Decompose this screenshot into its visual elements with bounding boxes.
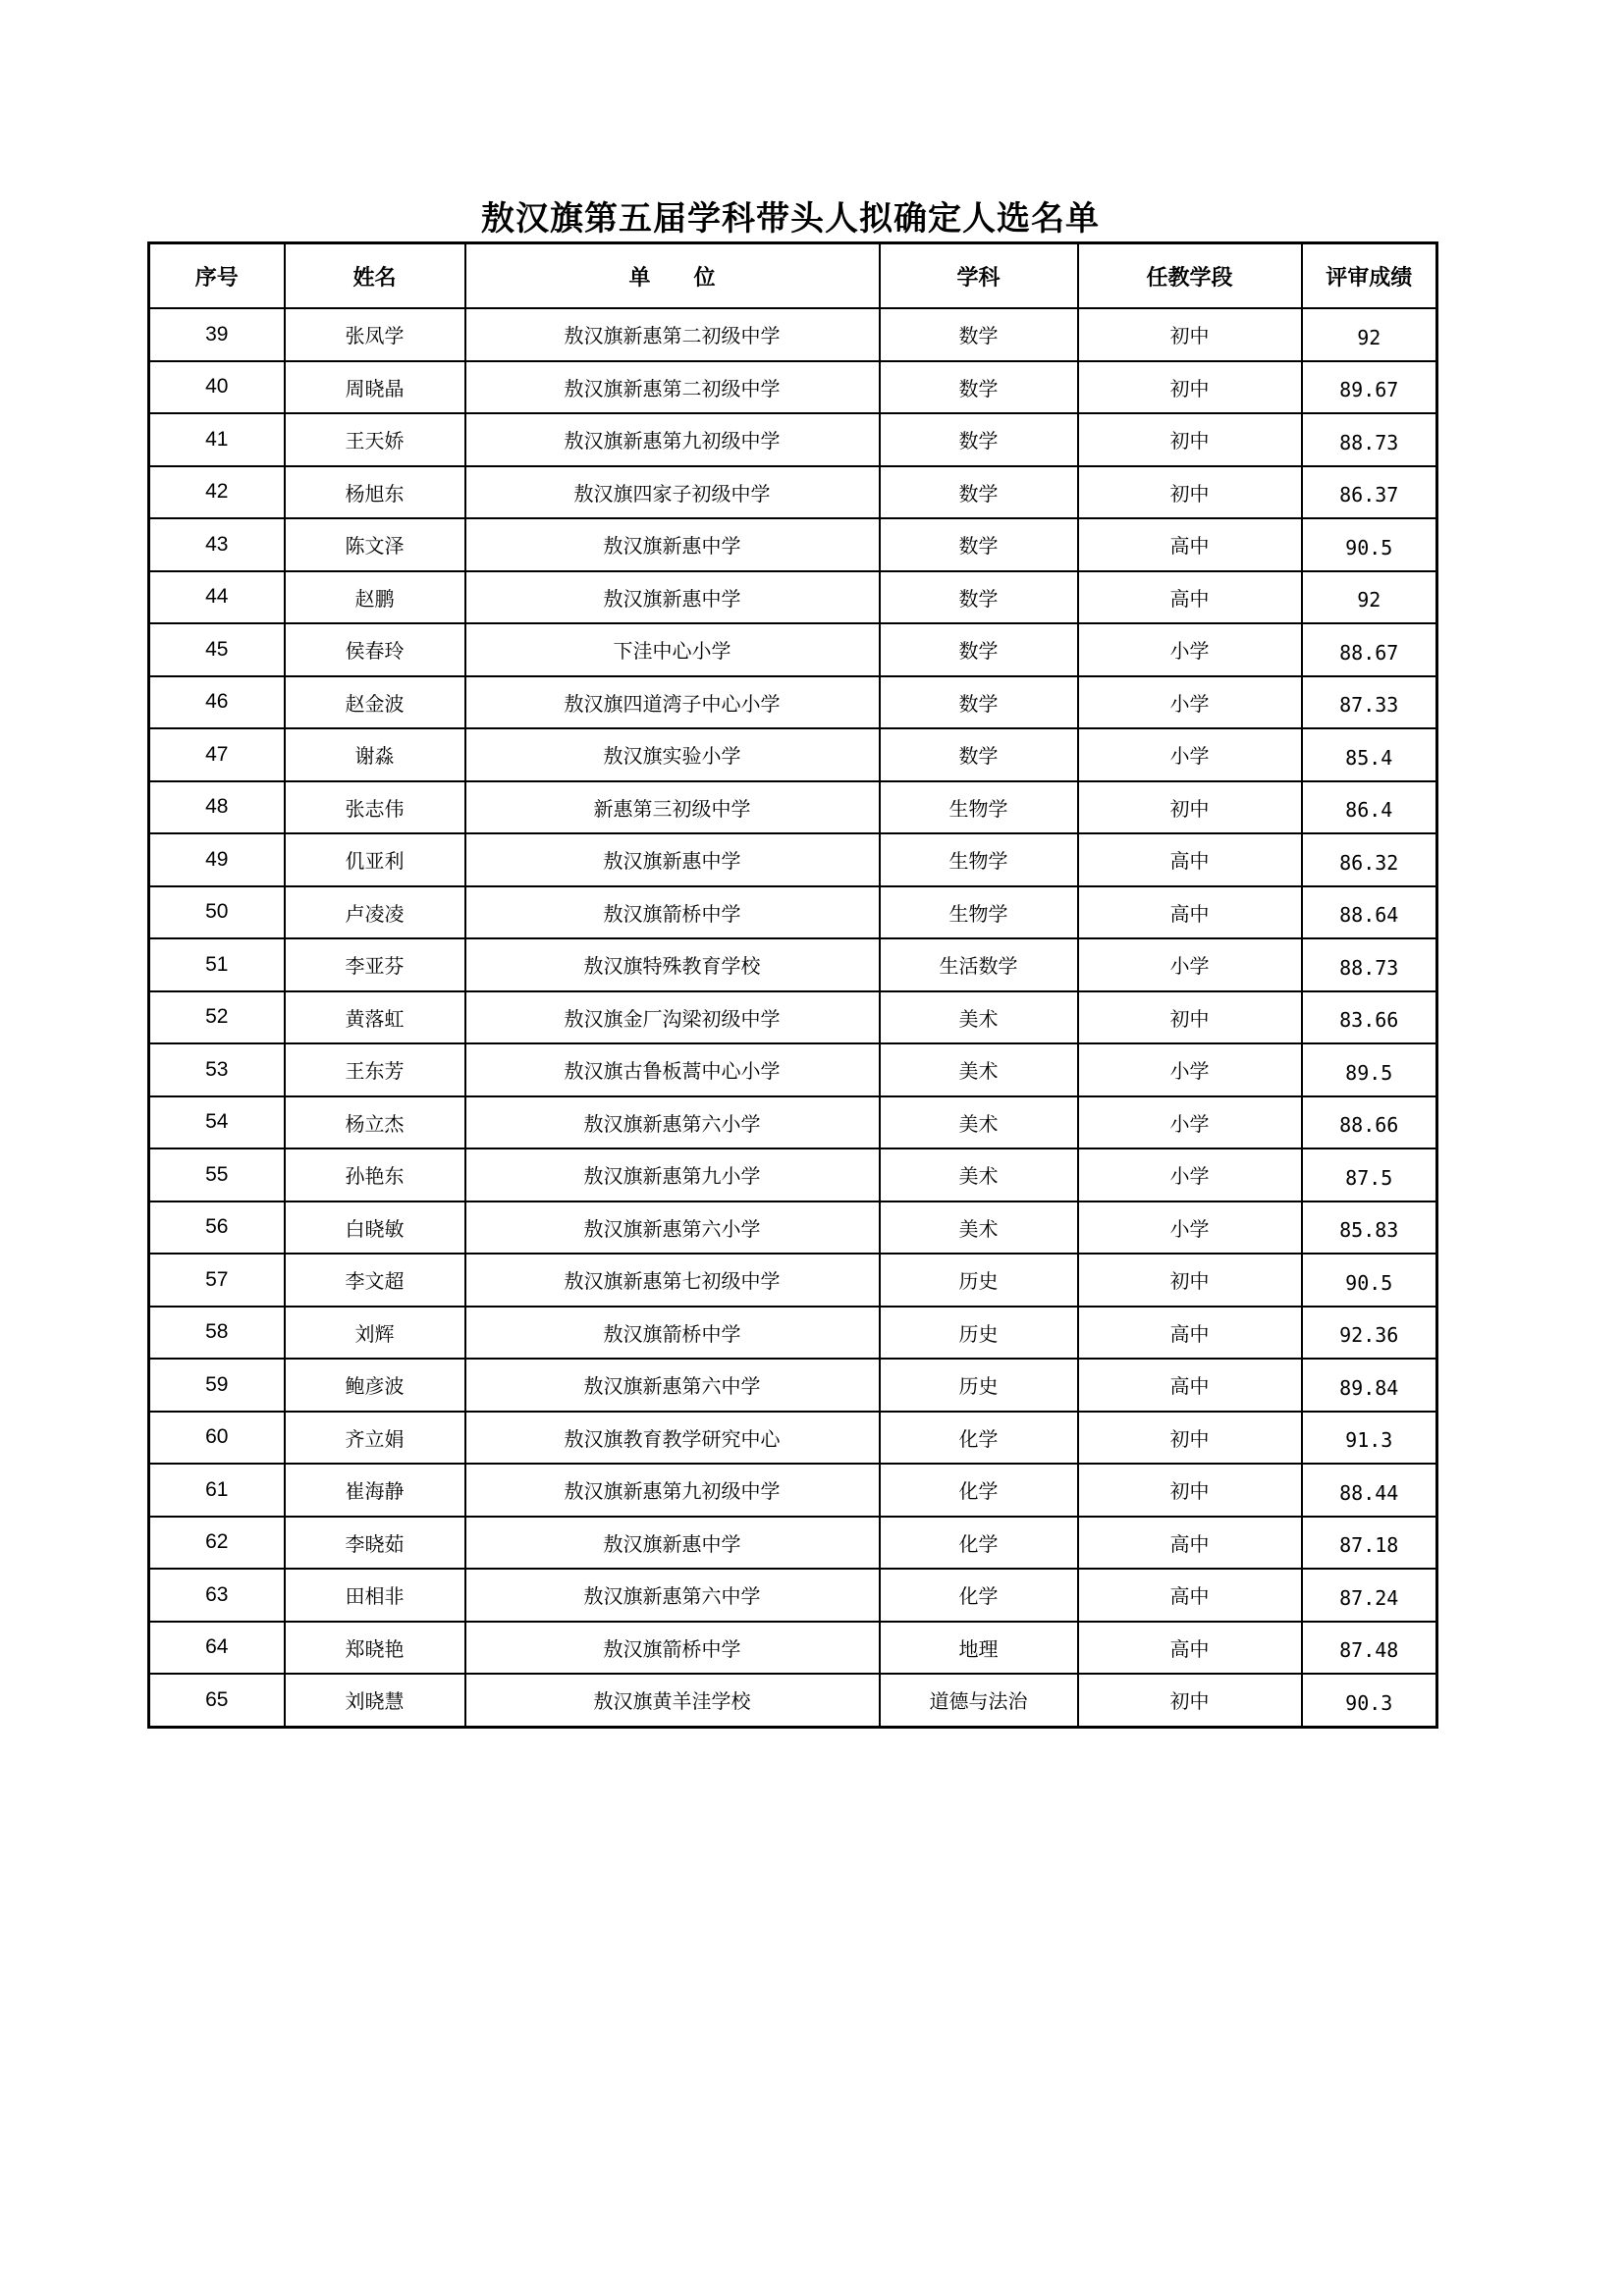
- cell-unit: 敖汉旗新惠第九初级中学: [465, 1464, 880, 1517]
- cell-name: 齐立娟: [285, 1412, 465, 1465]
- cell-subject: 生物学: [880, 781, 1078, 834]
- cell-stage: 初中: [1078, 466, 1302, 519]
- table-row: [149, 623, 1437, 676]
- cell-unit: 敖汉旗四道湾子中心小学: [465, 676, 880, 729]
- cell-index: 43: [149, 518, 285, 571]
- cell-unit: 敖汉旗教育教学研究中心: [465, 1412, 880, 1465]
- col-header-unit: 单 位: [465, 243, 880, 309]
- cell-subject: 美术: [880, 1148, 1078, 1201]
- cell-subject: 数学: [880, 623, 1078, 676]
- cell-unit: 敖汉旗新惠第九初级中学: [465, 413, 880, 466]
- cell-unit: 敖汉旗新惠第二初级中学: [465, 308, 880, 361]
- cell-index: 48: [149, 781, 285, 834]
- cell-index: 58: [149, 1307, 285, 1360]
- cell-name: 李文超: [285, 1254, 465, 1307]
- cell-name: 王天娇: [285, 413, 465, 466]
- cell-unit: 敖汉旗古鲁板蒿中心小学: [465, 1043, 880, 1096]
- cell-subject: 生物学: [880, 886, 1078, 939]
- cell-name: 仉亚利: [285, 833, 465, 886]
- cell-unit: 敖汉旗新惠中学: [465, 833, 880, 886]
- cell-index: 57: [149, 1254, 285, 1307]
- col-header-score: 评审成绩: [1302, 243, 1437, 309]
- cell-stage: 高中: [1078, 518, 1302, 571]
- col-header-stage: 任教学段: [1078, 243, 1302, 309]
- cell-index: 47: [149, 728, 285, 781]
- cell-subject: 数学: [880, 466, 1078, 519]
- cell-stage: 初中: [1078, 308, 1302, 361]
- cell-score: 88.73: [1302, 938, 1437, 991]
- cell-unit: 敖汉旗特殊教育学校: [465, 938, 880, 991]
- cell-stage: 小学: [1078, 728, 1302, 781]
- cell-stage: 初中: [1078, 1464, 1302, 1517]
- table-row: [149, 728, 1437, 781]
- cell-score: 89.84: [1302, 1359, 1437, 1412]
- cell-name: 张志伟: [285, 781, 465, 834]
- cell-name: 张凤学: [285, 308, 465, 361]
- cell-name: 白晓敏: [285, 1201, 465, 1255]
- cell-name: 谢淼: [285, 728, 465, 781]
- cell-name: 杨立杰: [285, 1096, 465, 1149]
- cell-subject: 美术: [880, 1201, 1078, 1255]
- cell-subject: 道德与法治: [880, 1674, 1078, 1727]
- cell-stage: 小学: [1078, 1148, 1302, 1201]
- cell-score: 88.67: [1302, 623, 1437, 676]
- cell-subject: 历史: [880, 1254, 1078, 1307]
- cell-index: 61: [149, 1464, 285, 1517]
- cell-stage: 高中: [1078, 833, 1302, 886]
- cell-stage: 高中: [1078, 1307, 1302, 1360]
- cell-unit: 敖汉旗箭桥中学: [465, 1307, 880, 1360]
- cell-subject: 美术: [880, 1043, 1078, 1096]
- cell-name: 刘辉: [285, 1307, 465, 1360]
- cell-score: 83.66: [1302, 991, 1437, 1044]
- cell-score: 87.5: [1302, 1148, 1437, 1201]
- cell-subject: 地理: [880, 1622, 1078, 1675]
- cell-name: 赵金波: [285, 676, 465, 729]
- cell-score: 87.48: [1302, 1622, 1437, 1675]
- cell-index: 39: [149, 308, 285, 361]
- cell-stage: 初中: [1078, 413, 1302, 466]
- cell-index: 60: [149, 1412, 285, 1465]
- table-row: [149, 571, 1437, 624]
- cell-stage: 高中: [1078, 571, 1302, 624]
- cell-score: 90.3: [1302, 1674, 1437, 1727]
- table-row: [149, 1201, 1437, 1255]
- table-row: [149, 1412, 1437, 1465]
- cell-name: 李亚芬: [285, 938, 465, 991]
- cell-unit: 敖汉旗新惠第六小学: [465, 1096, 880, 1149]
- cell-score: 89.5: [1302, 1043, 1437, 1096]
- cell-index: 59: [149, 1359, 285, 1412]
- cell-unit: 敖汉旗新惠第九小学: [465, 1148, 880, 1201]
- cell-index: 46: [149, 676, 285, 729]
- cell-index: 65: [149, 1674, 285, 1727]
- cell-name: 杨旭东: [285, 466, 465, 519]
- cell-stage: 小学: [1078, 1096, 1302, 1149]
- cell-index: 51: [149, 938, 285, 991]
- cell-score: 86.32: [1302, 833, 1437, 886]
- table-row: [149, 308, 1437, 361]
- cell-stage: 初中: [1078, 1412, 1302, 1465]
- table-row: [149, 833, 1437, 886]
- cell-stage: 高中: [1078, 1517, 1302, 1570]
- cell-index: 62: [149, 1517, 285, 1570]
- cell-name: 鲍彦波: [285, 1359, 465, 1412]
- cell-score: 85.83: [1302, 1201, 1437, 1255]
- cell-unit: 下洼中心小学: [465, 623, 880, 676]
- cell-name: 卢凌凌: [285, 886, 465, 939]
- table-row: [149, 1096, 1437, 1149]
- cell-subject: 历史: [880, 1359, 1078, 1412]
- cell-subject: 数学: [880, 308, 1078, 361]
- cell-name: 郑晓艳: [285, 1622, 465, 1675]
- cell-name: 陈文泽: [285, 518, 465, 571]
- cell-subject: 数学: [880, 571, 1078, 624]
- document-title: 敖汉旗第五届学科带头人拟确定人选名单: [481, 199, 1100, 239]
- cell-stage: 初中: [1078, 361, 1302, 414]
- table-row: [149, 1043, 1437, 1096]
- cell-score: 87.18: [1302, 1517, 1437, 1570]
- cell-unit: 敖汉旗新惠第二初级中学: [465, 361, 880, 414]
- cell-score: 88.44: [1302, 1464, 1437, 1517]
- cell-score: 91.3: [1302, 1412, 1437, 1465]
- cell-unit: 敖汉旗新惠中学: [465, 571, 880, 624]
- cell-name: 崔海静: [285, 1464, 465, 1517]
- cell-stage: 小学: [1078, 676, 1302, 729]
- cell-score: 92: [1302, 571, 1437, 624]
- cell-unit: 敖汉旗新惠第七初级中学: [465, 1254, 880, 1307]
- cell-unit: 敖汉旗实验小学: [465, 728, 880, 781]
- cell-index: 55: [149, 1148, 285, 1201]
- cell-subject: 化学: [880, 1569, 1078, 1622]
- cell-index: 50: [149, 886, 285, 939]
- cell-stage: 小学: [1078, 1043, 1302, 1096]
- table-row: [149, 1359, 1437, 1412]
- cell-subject: 生物学: [880, 833, 1078, 886]
- cell-index: 63: [149, 1569, 285, 1622]
- cell-index: 40: [149, 361, 285, 414]
- cell-score: 92.36: [1302, 1307, 1437, 1360]
- cell-index: 56: [149, 1201, 285, 1255]
- cell-subject: 数学: [880, 413, 1078, 466]
- cell-subject: 数学: [880, 518, 1078, 571]
- cell-name: 刘晓慧: [285, 1674, 465, 1727]
- cell-score: 90.5: [1302, 518, 1437, 571]
- cell-name: 周晓晶: [285, 361, 465, 414]
- cell-unit: 敖汉旗箭桥中学: [465, 1622, 880, 1675]
- col-header-name: 姓名: [285, 243, 465, 309]
- cell-subject: 历史: [880, 1307, 1078, 1360]
- cell-name: 赵鹏: [285, 571, 465, 624]
- cell-index: 41: [149, 413, 285, 466]
- table-row: [149, 361, 1437, 414]
- cell-stage: 初中: [1078, 1254, 1302, 1307]
- cell-unit: 敖汉旗黄羊洼学校: [465, 1674, 880, 1727]
- cell-unit: 敖汉旗箭桥中学: [465, 886, 880, 939]
- cell-subject: 美术: [880, 1096, 1078, 1149]
- cell-index: 44: [149, 571, 285, 624]
- cell-index: 53: [149, 1043, 285, 1096]
- cell-subject: 化学: [880, 1517, 1078, 1570]
- cell-unit: 敖汉旗四家子初级中学: [465, 466, 880, 519]
- candidate-table: [147, 241, 1438, 1729]
- cell-index: 52: [149, 991, 285, 1044]
- cell-score: 86.4: [1302, 781, 1437, 834]
- table-header-row: [149, 243, 1437, 309]
- cell-stage: 初中: [1078, 1674, 1302, 1727]
- cell-score: 92: [1302, 308, 1437, 361]
- cell-name: 李晓茹: [285, 1517, 465, 1570]
- table-body: [149, 308, 1437, 1727]
- cell-unit: 敖汉旗新惠第六中学: [465, 1359, 880, 1412]
- cell-subject: 化学: [880, 1464, 1078, 1517]
- cell-score: 87.24: [1302, 1569, 1437, 1622]
- cell-index: 45: [149, 623, 285, 676]
- cell-score: 86.37: [1302, 466, 1437, 519]
- cell-index: 49: [149, 833, 285, 886]
- table-row: [149, 938, 1437, 991]
- table-row: [149, 781, 1437, 834]
- table-row: [149, 676, 1437, 729]
- cell-stage: 小学: [1078, 1201, 1302, 1255]
- cell-subject: 数学: [880, 361, 1078, 414]
- table-row: [149, 466, 1437, 519]
- cell-score: 88.66: [1302, 1096, 1437, 1149]
- cell-score: 88.64: [1302, 886, 1437, 939]
- table-row: [149, 413, 1437, 466]
- cell-name: 侯春玲: [285, 623, 465, 676]
- cell-stage: 小学: [1078, 938, 1302, 991]
- col-header-subject: 学科: [880, 243, 1078, 309]
- cell-stage: 初中: [1078, 991, 1302, 1044]
- table-row: [149, 1517, 1437, 1570]
- cell-stage: 高中: [1078, 1569, 1302, 1622]
- cell-name: 王东芳: [285, 1043, 465, 1096]
- cell-score: 89.67: [1302, 361, 1437, 414]
- table-row: [149, 1254, 1437, 1307]
- cell-unit: 敖汉旗新惠第六小学: [465, 1201, 880, 1255]
- cell-index: 42: [149, 466, 285, 519]
- cell-unit: 敖汉旗新惠中学: [465, 1517, 880, 1570]
- cell-score: 87.33: [1302, 676, 1437, 729]
- table-row: [149, 1622, 1437, 1675]
- cell-stage: 高中: [1078, 1622, 1302, 1675]
- table-row: [149, 886, 1437, 939]
- table-row: [149, 1307, 1437, 1360]
- cell-name: 孙艳东: [285, 1148, 465, 1201]
- cell-index: 54: [149, 1096, 285, 1149]
- cell-score: 85.4: [1302, 728, 1437, 781]
- cell-score: 88.73: [1302, 413, 1437, 466]
- table-row: [149, 1148, 1437, 1201]
- cell-unit: 敖汉旗新惠第六中学: [465, 1569, 880, 1622]
- cell-subject: 数学: [880, 728, 1078, 781]
- table-row: [149, 1464, 1437, 1517]
- cell-subject: 生活数学: [880, 938, 1078, 991]
- cell-stage: 高中: [1078, 886, 1302, 939]
- table-row: [149, 1674, 1437, 1727]
- cell-stage: 高中: [1078, 1359, 1302, 1412]
- cell-subject: 美术: [880, 991, 1078, 1044]
- table-row: [149, 991, 1437, 1044]
- cell-subject: 化学: [880, 1412, 1078, 1465]
- cell-stage: 小学: [1078, 623, 1302, 676]
- cell-name: 田相非: [285, 1569, 465, 1622]
- col-header-index: 序号: [149, 243, 285, 309]
- cell-unit: 新惠第三初级中学: [465, 781, 880, 834]
- cell-name: 黄落虹: [285, 991, 465, 1044]
- cell-stage: 初中: [1078, 781, 1302, 834]
- cell-subject: 数学: [880, 676, 1078, 729]
- cell-score: 90.5: [1302, 1254, 1437, 1307]
- table-row: [149, 518, 1437, 571]
- cell-unit: 敖汉旗金厂沟梁初级中学: [465, 991, 880, 1044]
- table-row: [149, 1569, 1437, 1622]
- cell-unit: 敖汉旗新惠中学: [465, 518, 880, 571]
- cell-index: 64: [149, 1622, 285, 1675]
